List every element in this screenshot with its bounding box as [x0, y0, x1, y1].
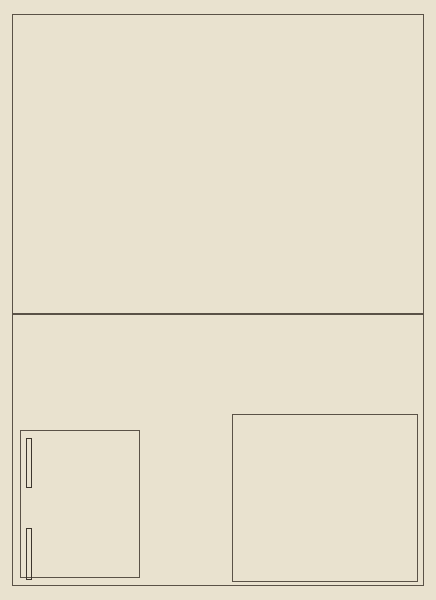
publisher-box: [20, 430, 140, 578]
upper-section-frame: [12, 14, 424, 314]
japanese-section-frame: [232, 414, 418, 582]
bottom-stamp: [26, 528, 32, 580]
publisher-stamp: [26, 438, 32, 488]
